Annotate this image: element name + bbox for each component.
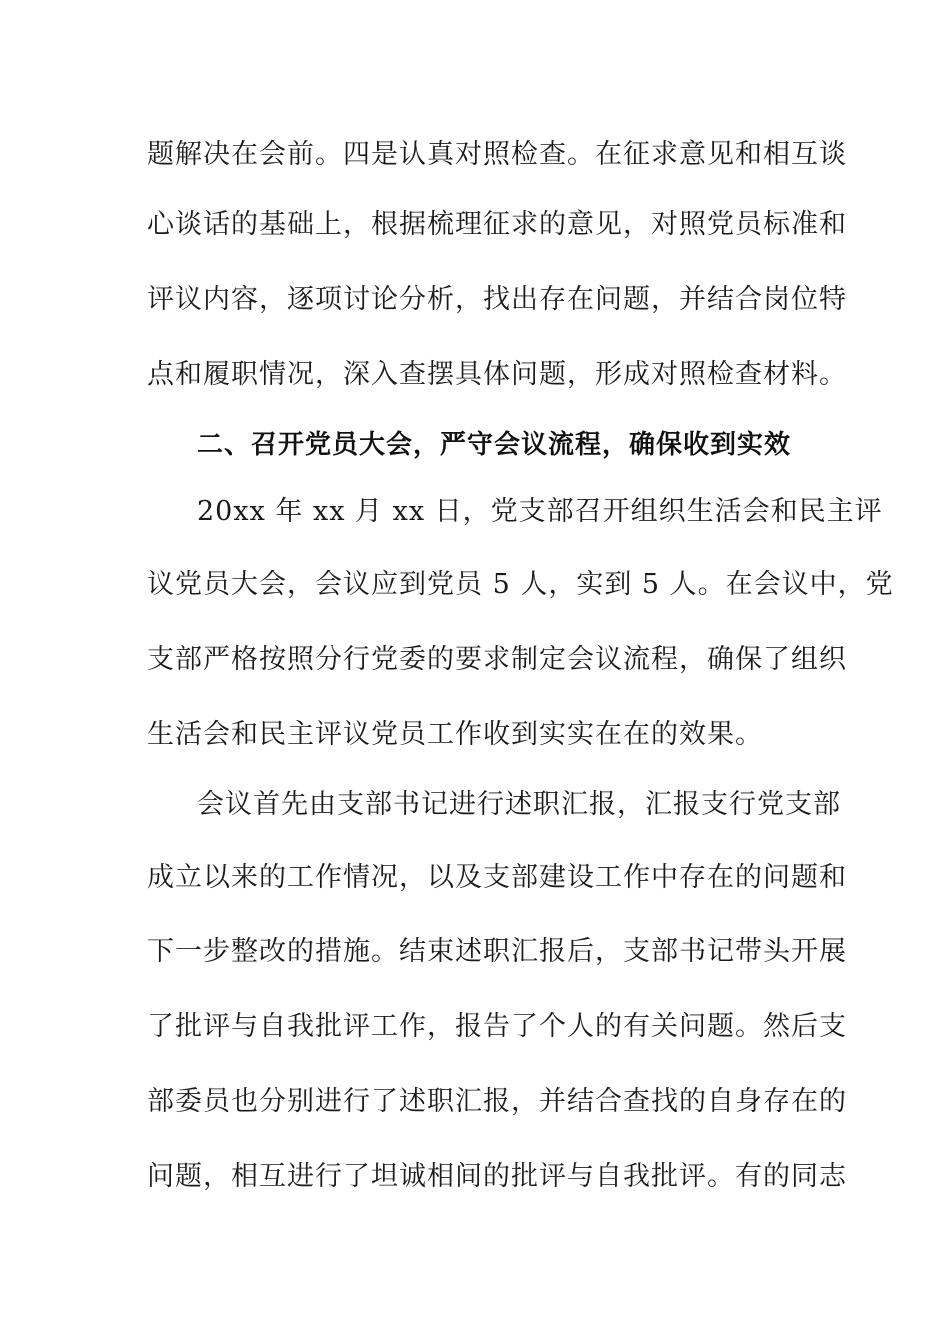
text-line: 成立以来的工作情况，以及支部建设工作中存在的问题和 (147, 862, 847, 893)
paragraph-first-line: 20xx 年 xx 月 xx 日，党支部召开组织生活会和民主评 (197, 496, 883, 527)
text-line: 下一步整改的措施。结束述职汇报后，支部书记带头开展 (147, 936, 847, 967)
text-line: 问题，相互进行了坦诚相间的批评与自我批评。有的同志 (147, 1161, 847, 1192)
text-line: 心谈话的基础上，根据梳理征求的意见，对照党员标准和 (147, 209, 847, 240)
text-line: 支部严格按照分行党委的要求制定会议流程，确保了组织 (147, 644, 847, 675)
paragraph-first-line: 会议首先由支部书记进行述职汇报，汇报支行党支部 (197, 789, 841, 820)
text-line: 题解决在会前。四是认真对照检查。在征求意见和相互谈 (147, 139, 847, 170)
text-line: 生活会和民主评议党员工作收到实实在在的效果。 (147, 719, 763, 750)
text-line: 了批评与自我批评工作，报告了个人的有关问题。然后支 (147, 1011, 847, 1042)
section-heading: 二、召开党员大会，严守会议流程，确保收到实效 (197, 430, 792, 460)
text-line: 议党员大会，会议应到党员 5 人，实到 5 人。在会议中，党 (147, 569, 894, 600)
text-line: 部委员也分别进行了述职汇报，并结合查找的自身存在的 (147, 1086, 847, 1117)
text-line: 评议内容，逐项讨论分析，找出存在问题，并结合岗位特 (147, 284, 847, 315)
text-line: 点和履职情况，深入查摆具体问题，形成对照检查材料。 (147, 359, 847, 390)
